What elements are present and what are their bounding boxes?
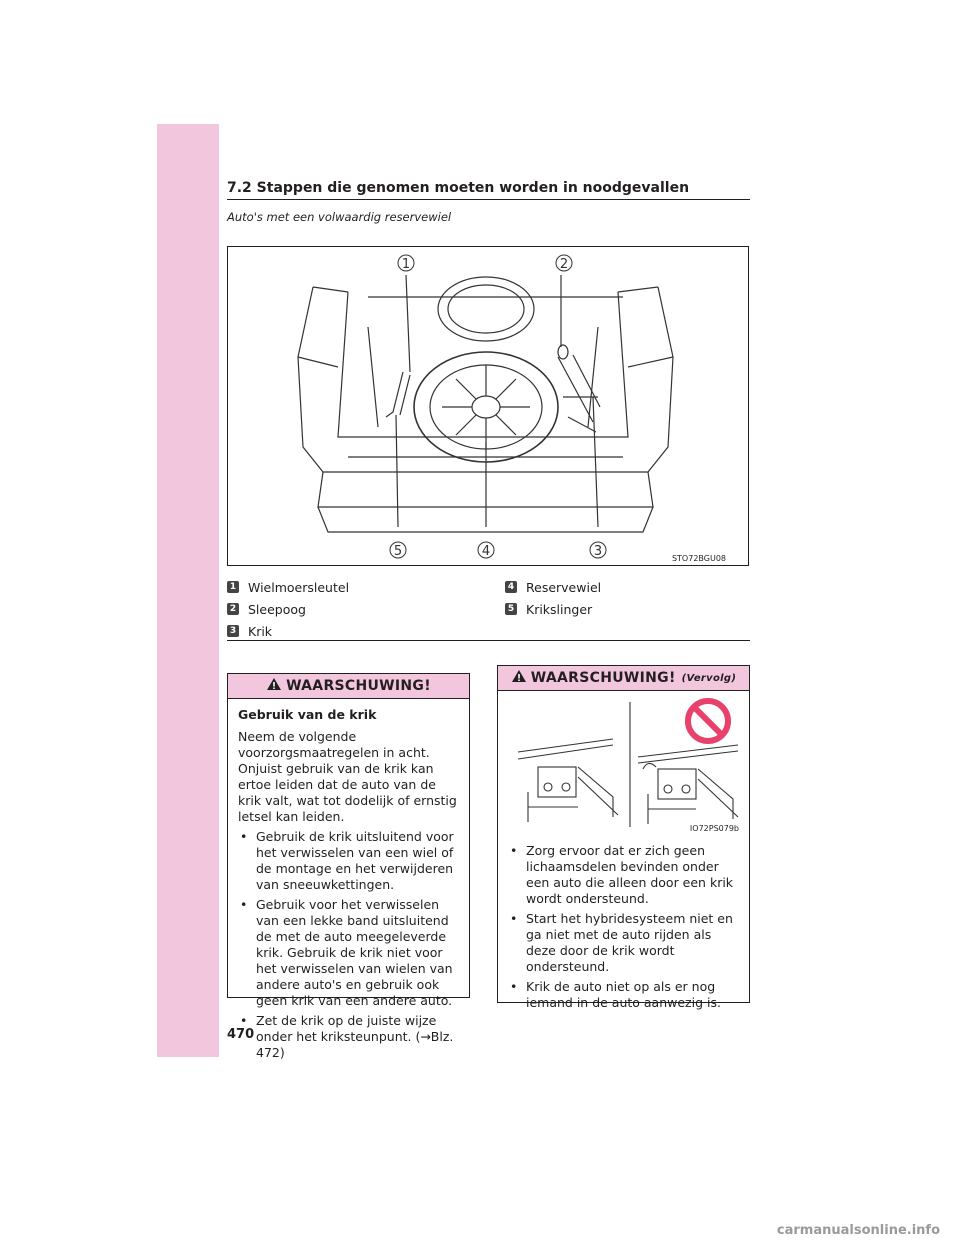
legend-label: Wielmoersleutel bbox=[248, 579, 350, 595]
legend-label: Reservewiel bbox=[526, 579, 602, 595]
section-sidebar-tab bbox=[157, 124, 219, 1057]
legend-right bbox=[505, 576, 601, 620]
figure-code: IO72PS079b bbox=[689, 824, 739, 833]
legend-number: 5 bbox=[505, 603, 517, 615]
page-number: 470 bbox=[227, 1027, 255, 1042]
warning-continued: (Vervolg) bbox=[681, 672, 737, 684]
warning-bullet: • Gebruik voor het verwisselen van een lekke band uitsluitend de met de auto meegeleverde krik. Gebruik de krik niet voor het verwisselen van wielen van andere auto's en gebruik ook geen krik van een andere auto. bbox=[238, 897, 459, 1009]
legend-divider bbox=[227, 640, 750, 641]
warning-header bbox=[498, 666, 749, 691]
spare-wheel-illustration bbox=[227, 246, 749, 566]
watermark: carmanualsonline.info bbox=[776, 1223, 940, 1238]
warning-bullet: • Start het hybridesysteem niet en ga niet met de auto rijden als deze door de krik wordt ondersteund. bbox=[508, 911, 739, 975]
figure-subtitle: Auto's met een volwaardig reservewiel bbox=[227, 210, 452, 224]
callout-4: 4 bbox=[481, 544, 491, 559]
legend-item bbox=[505, 598, 601, 620]
legend-item bbox=[227, 598, 349, 620]
warning-triangle-icon bbox=[511, 669, 527, 687]
section-header: 7.2 Stappen die genomen moeten worden in noodgevallen bbox=[227, 180, 750, 200]
warning-triangle-icon bbox=[266, 677, 282, 695]
legend-item bbox=[505, 576, 601, 598]
jack-placement-illustration bbox=[508, 697, 739, 837]
legend-label: Sleepoog bbox=[248, 601, 306, 617]
warning-box-right bbox=[497, 665, 750, 1010]
legend-number: 3 bbox=[227, 625, 239, 637]
warning-heading: Gebruik van de krik bbox=[238, 707, 377, 722]
callout-2: 2 bbox=[559, 257, 569, 272]
figure-code: STO72BGU08 bbox=[671, 554, 726, 563]
callout-3: 3 bbox=[593, 544, 603, 559]
warning-title: WAARSCHUWING! bbox=[530, 670, 676, 686]
warning-intro: Neem de volgende voorzorgsmaatregelen in acht. Onjuist gebruik van de krik kan ertoe leiden dat de auto van de krik valt, wat tot dodelijk of ernstig letsel kan leiden. bbox=[238, 729, 457, 824]
warning-bullet: • Krik de auto niet op als er nog iemand in de auto aanwezig is. bbox=[508, 979, 739, 1011]
legend-item bbox=[227, 576, 349, 598]
warning-bullet: • Zorg ervoor dat er zich geen lichaamsdelen bevinden onder een auto die alleen door een krik wordt ondersteund. bbox=[508, 843, 739, 907]
callout-5: 5 bbox=[393, 544, 403, 559]
warning-bullet: • Zet de krik op de juiste wijze onder het kriksteunpunt. (→Blz. 472) bbox=[238, 1013, 459, 1061]
legend-item bbox=[227, 620, 349, 642]
warning-header bbox=[228, 674, 469, 699]
legend-label: Krik bbox=[248, 623, 273, 639]
legend-number: 2 bbox=[227, 603, 239, 615]
legend-number: 1 bbox=[227, 581, 239, 593]
warning-bullet: • Gebruik de krik uitsluitend voor het verwisselen van een wiel of de montage en het verwijderen van sneeuwkettingen. bbox=[238, 829, 459, 893]
warning-title: WAARSCHUWING! bbox=[286, 678, 431, 694]
trunk-drawing bbox=[228, 247, 748, 565]
legend-number: 4 bbox=[505, 581, 517, 593]
legend-label: Krikslinger bbox=[526, 601, 593, 617]
legend-left bbox=[227, 576, 349, 642]
prohibited-icon bbox=[688, 701, 728, 741]
callout-1: 1 bbox=[401, 257, 411, 272]
